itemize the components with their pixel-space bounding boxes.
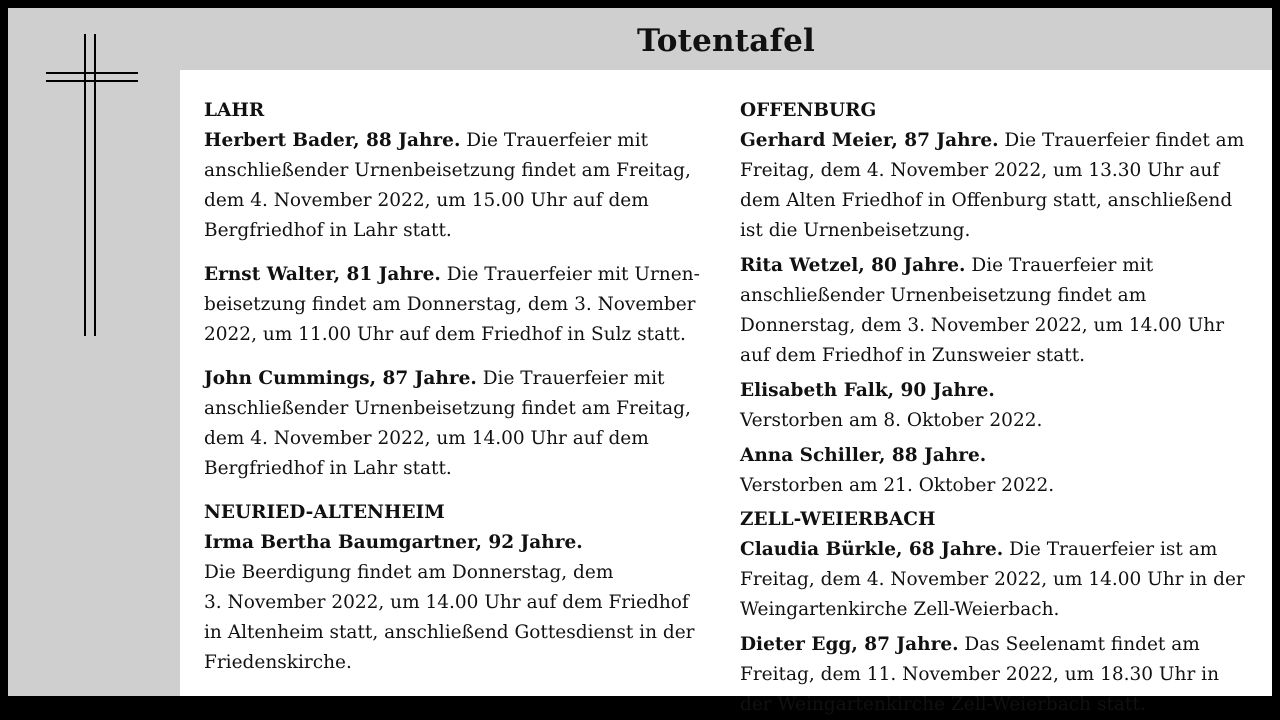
entry-text: anschließender Urnenbeisetzung findet am Freitag, [204,398,691,419]
entry-text: anschließender Urnenbeisetzung findet am Freitag, [204,160,691,181]
place-heading-neuried: NEURIED-ALTENHEIM [204,502,445,523]
entry-text: 2022, um 11.00 Uhr auf dem Friedhof in Sulz statt. [204,324,686,345]
entry-text: Freitag, dem 4. November 2022, um 13.30 Uhr auf [740,160,1220,181]
obituary-entry [740,535,1260,625]
entry-text: Die Trauerfeier ist am [1003,539,1218,560]
obituary-board [8,8,1272,715]
obituary-entry [740,441,1260,501]
entry-text: dem 4. November 2022, um 14.00 Uhr auf dem [204,428,649,449]
deceased-name: Herbert Bader, 88 Jahre. [204,130,461,151]
entry-text: Das Seelenamt findet am [958,634,1200,655]
entry-text: ist die Urnenbeisetzung. [740,220,971,241]
entry-text: dem 4. November 2022, um 15.00 Uhr auf dem [204,190,649,211]
deceased-name: Anna Schiller, 88 Jahre. [740,445,987,466]
place-heading-zell-weierbach: ZELL-WEIERBACH [740,509,936,530]
obituary-entry [204,528,714,678]
obituary-entry [204,364,714,484]
obituary-entry [740,251,1260,371]
entry-text: Die Trauerfeier mit [460,130,649,151]
entry-text: Donnerstag, dem 3. November 2022, um 14.00 Uhr [740,315,1225,336]
entry-text: Die Trauerfeier mit [965,255,1154,276]
deceased-name: Claudia Bürkle, 68 Jahre. [740,539,1004,560]
page-title: Totentafel [636,23,815,59]
entry-text: Weingartenkirche Zell-Weierbach. [740,599,1060,620]
deceased-name: Elisabeth Falk, 90 Jahre. [740,380,995,401]
entry-text: anschließender Urnenbeisetzung findet am [740,285,1147,306]
obituary-entry [740,630,1260,720]
entry-text: Die Beerdigung findet am Donnerstag, dem [204,562,614,583]
entry-text: Bergfriedhof in Lahr statt. [204,458,452,479]
entry-text: Verstorben am 21. Oktober 2022. [740,475,1055,496]
entry-text: Verstorben am 8. Oktober 2022. [740,410,1043,431]
entry-text: Friedenskirche. [204,652,352,673]
entry-text: dem Alten Friedhof in Offenburg statt, anschließend [740,190,1233,211]
entry-text: Die Trauerfeier mit [476,368,665,389]
entry-text: Freitag, dem 4. November 2022, um 14.00 Uhr in der [740,569,1245,590]
obituary-entry [204,260,714,350]
entry-text: Die Trauerfeier mit Urnen- [440,264,700,285]
obituary-entry [740,126,1260,246]
deceased-name: Irma Bertha Baumgartner, 92 Jahre. [204,532,583,553]
obituary-entry [204,126,714,246]
place-heading-lahr: LAHR [204,100,265,121]
entry-text: Die Trauerfeier findet am [998,130,1245,151]
deceased-name: Gerhard Meier, 87 Jahre. [740,130,999,151]
entry-text: in Altenheim statt, anschließend Gottesdienst in der [204,622,695,643]
entry-text: Bergfriedhof in Lahr statt. [204,220,452,241]
deceased-name: Ernst Walter, 81 Jahre. [204,264,441,285]
place-heading-offenburg: OFFENBURG [740,100,877,121]
entry-text: beisetzung findet am Donnerstag, dem 3. November [204,294,696,315]
deceased-name: John Cummings, 87 Jahre. [204,368,477,389]
right-column [740,96,1260,720]
obituary-panel [180,70,1272,715]
deceased-name: Rita Wetzel, 80 Jahre. [740,255,966,276]
cross-icon [46,34,138,336]
entry-text: der Weingartenkirche Zell-Weierbach statt. [740,694,1146,715]
entry-text: Freitag, dem 11. November 2022, um 18.30 Uhr in [740,664,1219,685]
left-column [204,96,714,678]
obituary-entry [740,376,1260,436]
entry-text: auf dem Friedhof in Zunsweier statt. [740,345,1086,366]
deceased-name: Dieter Egg, 87 Jahre. [740,634,959,655]
entry-text: 3. November 2022, um 14.00 Uhr auf dem Friedhof [204,592,689,613]
